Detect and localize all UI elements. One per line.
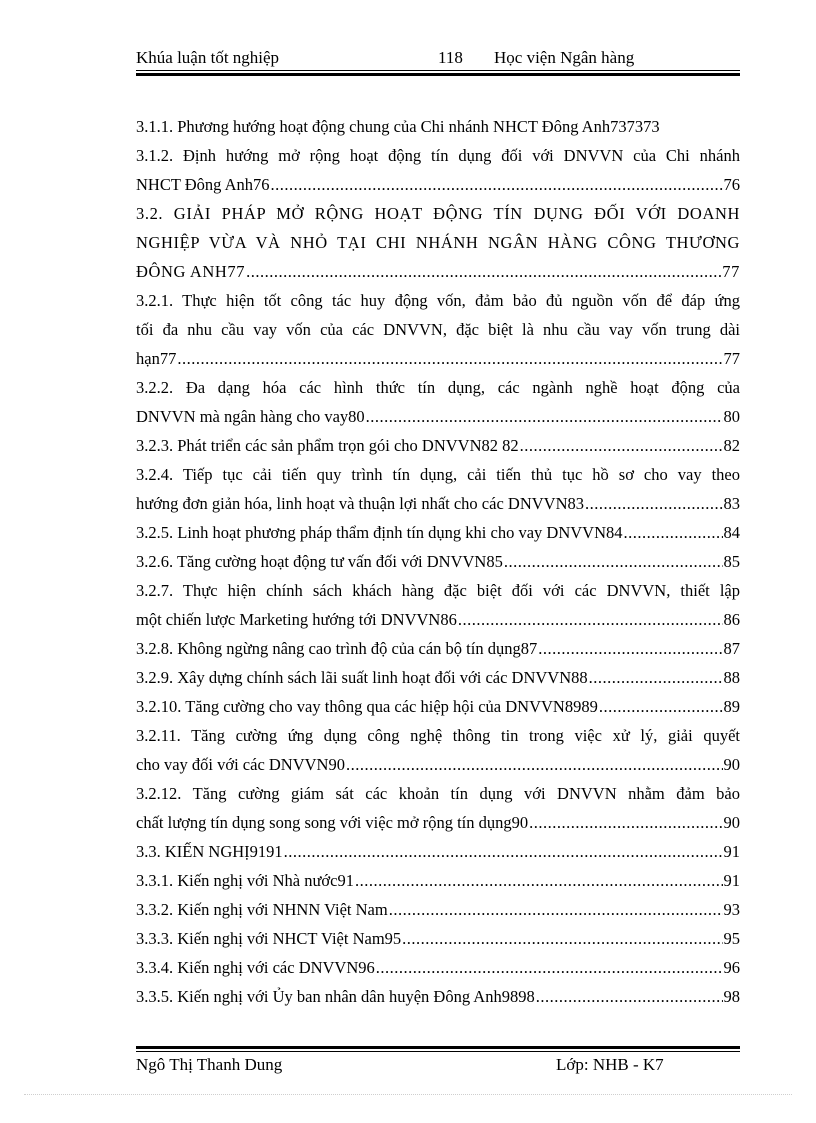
toc-leader-dots <box>177 344 722 373</box>
toc-leader-dots <box>284 837 723 866</box>
toc-page-number: 76 <box>723 175 740 194</box>
toc-line <box>136 344 740 373</box>
toc-page-number: 90 <box>723 813 740 832</box>
toc-page-number: 93 <box>723 900 740 919</box>
toc-entry[interactable] <box>136 431 740 460</box>
toc-entry[interactable] <box>136 895 740 924</box>
toc-line <box>136 257 740 286</box>
toc-entry-title: 3.3.5. Kiến nghị với Ủy ban nhân dân huyện Đông Anh9898 <box>136 987 535 1006</box>
toc-entry-title: NHCT Đông Anh76 <box>136 175 270 194</box>
toc-line: 3.2.7. Thực hiện chính sách khách hàng đặc biệt đối với các DNVVN, thiết lập <box>136 581 740 600</box>
toc-line: tối đa nhu cầu vay vốn của các DNVVN, đặc biệt là nhu cầu vay vốn trung dài <box>136 320 740 339</box>
toc-line <box>136 489 740 518</box>
toc-line: 3.2.11. Tăng cường ứng dụng công nghệ thông tin trong việc xử lý, giải quyết <box>136 726 740 745</box>
toc-entry[interactable] <box>136 721 740 779</box>
toc-entry-title: 3.2.6. Tăng cường hoạt động tư vấn đối với DNVVN85 <box>136 552 503 571</box>
toc-page-number: 86 <box>723 610 740 629</box>
page-footer <box>136 1055 740 1077</box>
toc-leader-dots <box>246 257 721 286</box>
toc-entry-title: 3.1.1. Phương hướng hoạt động chung của Chi nhánh NHCT Đông Anh737373 <box>136 117 660 136</box>
toc-entry-title: một chiến lược Marketing hướng tới DNVVN86 <box>136 610 457 629</box>
toc-page-number: 84 <box>723 523 740 542</box>
toc-line <box>136 402 740 431</box>
toc-leader-dots <box>536 982 723 1011</box>
header-page-number: 118 <box>438 48 463 67</box>
toc-entry[interactable] <box>136 953 740 982</box>
toc-entry-title: DNVVN mà ngân hàng cho vay80 <box>136 407 365 426</box>
toc-line <box>136 924 740 953</box>
toc-entry[interactable] <box>136 837 740 866</box>
toc-leader-dots <box>624 518 723 547</box>
toc-leader-dots <box>504 547 723 576</box>
toc-page-number: 89 <box>723 697 740 716</box>
toc-line <box>136 547 740 576</box>
footer-author: Ngô Thị Thanh Dung <box>136 1055 283 1074</box>
toc-entry-title: 3.3.2. Kiến nghị với NHNN Việt Nam <box>136 900 388 919</box>
header-rule-thin <box>136 70 740 71</box>
toc-entry[interactable] <box>136 634 740 663</box>
toc-line <box>136 663 740 692</box>
toc-page-number: 95 <box>723 929 740 948</box>
toc-entry[interactable] <box>136 576 740 634</box>
toc-line: 3.1.2. Định hướng mở rộng hoạt động tín dụng đối với DNVVN của Chi nhánh <box>136 146 740 165</box>
toc-entry[interactable] <box>136 286 740 373</box>
toc-line <box>136 692 740 721</box>
toc-page-number: 85 <box>723 552 740 571</box>
toc-line <box>136 634 740 663</box>
toc-entry-title: chất lượng tín dụng song song với việc mở rộng tín dụng90 <box>136 813 529 832</box>
toc-line <box>136 982 740 1011</box>
toc-page-number: 77 <box>722 262 740 281</box>
toc-leader-dots <box>458 605 723 634</box>
toc-line: NGHIỆP VỪA VÀ NHỎ TẠI CHI NHÁNH NGÂN HÀNG CÔNG THƯƠNG <box>136 233 740 252</box>
toc-page-number: 77 <box>723 349 740 368</box>
toc-entry-title: 3.2.10. Tăng cường cho vay thông qua các hiệp hội của DNVVN8989 <box>136 697 598 716</box>
header-rule-thick <box>136 73 740 76</box>
toc-page-number: 82 <box>723 436 740 455</box>
toc-entry[interactable] <box>136 373 740 431</box>
toc-entry-title: 3.3. KIẾN NGHỊ9191 <box>136 842 283 861</box>
toc-leader-dots <box>376 953 723 982</box>
toc-line: 3.2.4. Tiếp tục cải tiến quy trình tín dụng, cải tiến thủ tục hồ sơ cho vay theo <box>136 465 740 484</box>
toc-entry[interactable] <box>136 199 740 286</box>
toc-entry[interactable] <box>136 112 740 141</box>
toc-page-number: 96 <box>723 958 740 977</box>
toc-entry[interactable] <box>136 518 740 547</box>
toc-line: 3.2.12. Tăng cường giám sát các khoản tín dụng với DNVVN nhằm đảm bảo <box>136 784 740 803</box>
toc-entry[interactable] <box>136 866 740 895</box>
toc-entry[interactable] <box>136 663 740 692</box>
toc-leader-dots <box>271 170 723 199</box>
toc-line <box>136 808 740 837</box>
toc-page-number: 83 <box>723 494 740 513</box>
toc-entry-title: ĐÔNG ANH77 <box>136 262 246 281</box>
toc-entry-title: 3.3.4. Kiến nghị với các DNVVN96 <box>136 958 375 977</box>
toc-entry-title: hướng đơn giản hóa, linh hoạt và thuận lợi nhất cho các DNVVN83 <box>136 494 584 513</box>
toc-leader-dots <box>585 489 723 518</box>
toc-leader-dots <box>389 895 723 924</box>
toc-entry-title: hạn77 <box>136 349 177 368</box>
table-of-contents <box>136 112 740 1011</box>
page-header <box>136 48 740 70</box>
page-edge-divider <box>24 1094 792 1095</box>
toc-line <box>136 518 740 547</box>
toc-leader-dots <box>599 692 723 721</box>
toc-page-number: 91 <box>723 842 740 861</box>
header-title: Khúa luận tốt nghiệp <box>136 48 280 67</box>
toc-entry-title: 3.2.8. Không ngừng nâng cao trình độ của cán bộ tín dụng87 <box>136 639 538 658</box>
footer-rule-thin <box>136 1051 740 1052</box>
toc-entry[interactable] <box>136 982 740 1011</box>
toc-leader-dots <box>366 402 723 431</box>
toc-entry[interactable] <box>136 460 740 518</box>
toc-leader-dots <box>538 634 722 663</box>
toc-entry[interactable] <box>136 141 740 199</box>
toc-entry[interactable] <box>136 924 740 953</box>
toc-line <box>136 170 740 199</box>
toc-line <box>136 866 740 895</box>
toc-entry-title: 3.2.5. Linh hoạt phương pháp thẩm định tín dụng khi cho vay DNVVN84 <box>136 523 623 542</box>
toc-leader-dots <box>402 924 722 953</box>
toc-line: 3.2.2. Đa dạng hóa các hình thức tín dụng, các ngành nghề hoạt động của <box>136 378 740 397</box>
toc-line <box>136 953 740 982</box>
toc-leader-dots <box>529 808 722 837</box>
toc-leader-dots <box>355 866 723 895</box>
header-institution: Học viện Ngân hàng <box>494 48 635 67</box>
toc-page-number: 98 <box>723 987 740 1006</box>
toc-entry-title: cho vay đối với các DNVVN90 <box>136 755 345 774</box>
toc-entry[interactable] <box>136 547 740 576</box>
toc-entry-title: 3.3.3. Kiến nghị với NHCT Việt Nam95 <box>136 929 402 948</box>
toc-leader-dots <box>520 431 723 460</box>
toc-entry-title: 3.2.3. Phát triển các sản phẩm trọn gói cho DNVVN82 82 <box>136 436 519 455</box>
toc-entry-title: 3.3.1. Kiến nghị với Nhà nước91 <box>136 871 354 890</box>
toc-page-number: 91 <box>723 871 740 890</box>
toc-page-number: 80 <box>723 407 740 426</box>
toc-line <box>136 112 740 141</box>
toc-page-number: 90 <box>723 755 740 774</box>
toc-line <box>136 431 740 460</box>
toc-entry[interactable] <box>136 779 740 837</box>
footer-class: Lớp: NHB - K7 <box>556 1055 664 1074</box>
footer-rule-thick <box>136 1046 740 1049</box>
toc-leader-dots <box>346 750 723 779</box>
toc-page-number: 88 <box>723 668 740 687</box>
toc-line <box>136 895 740 924</box>
toc-leader-dots <box>589 663 723 692</box>
toc-entry-title: 3.2.9. Xây dựng chính sách lãi suất linh hoạt đối với các DNVVN88 <box>136 668 588 687</box>
toc-entry[interactable] <box>136 692 740 721</box>
toc-line <box>136 837 740 866</box>
toc-line <box>136 605 740 634</box>
toc-line: 3.2.1. Thực hiện tốt công tác huy động vốn, đảm bảo đủ nguồn vốn để đáp ứng <box>136 291 740 310</box>
toc-page-number: 87 <box>723 639 740 658</box>
toc-line <box>136 750 740 779</box>
toc-line: 3.2. GIẢI PHÁP MỞ RỘNG HOẠT ĐỘNG TÍN DỤNG ĐỐI VỚI DOANH <box>136 204 740 223</box>
